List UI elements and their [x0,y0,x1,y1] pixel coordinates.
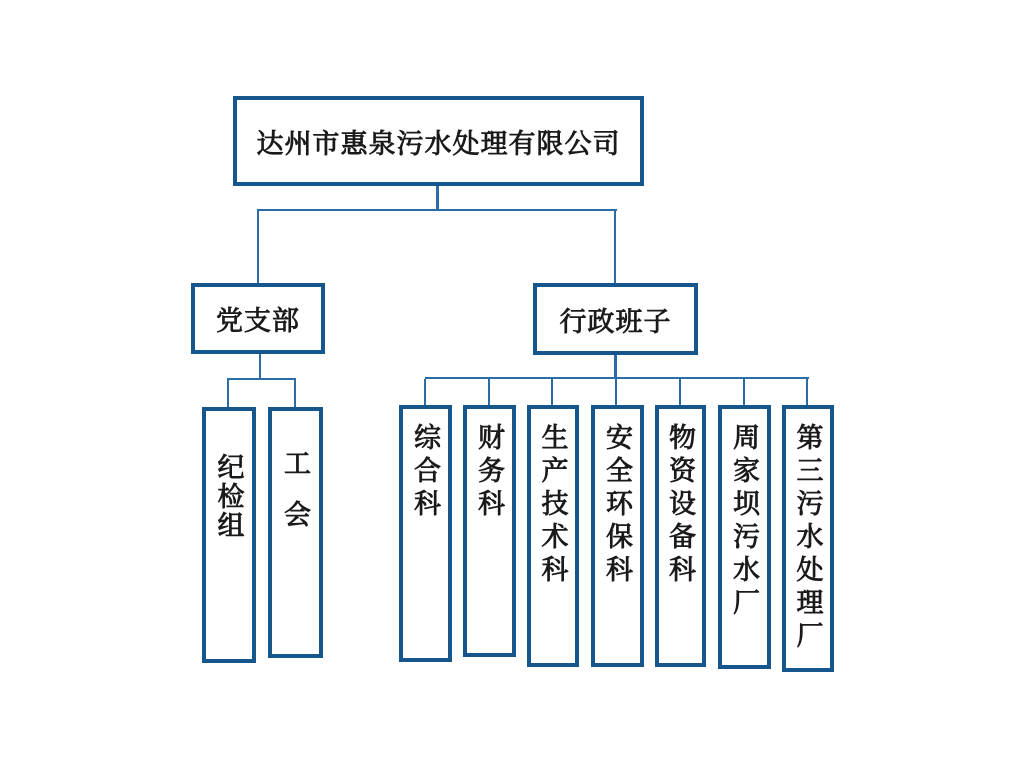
connector-drop-materials [679,379,681,405]
box-company-root [233,96,644,186]
company-root-label: 达州市惠泉污水处理有限公司 [256,128,621,159]
materials-equipment-label: 物资设备科 [665,423,695,588]
admin-team-label: 行政班子 [559,306,672,337]
box-labor-union [268,407,323,658]
connector-drop-safety [615,379,617,405]
box-finance-section [463,405,516,657]
box-third-sewage-treatment-plant [782,405,834,672]
connector-drop-discipline [227,380,229,407]
connector-admin-stem [614,355,617,377]
box-party-branch [191,283,325,354]
discipline-inspection-label: 纪检组 [213,453,244,540]
general-section-label: 综合科 [410,423,440,522]
connector-drop-third-plant [806,379,808,405]
box-discipline-inspection-group [202,407,256,663]
production-tech-label: 生产技术科 [537,423,568,588]
connector-root-stem [436,186,439,210]
finance-section-label: 财务科 [474,423,504,522]
connector-drop-production [551,379,553,405]
safety-env-label: 安全环保科 [602,423,632,588]
box-production-tech-section [527,405,579,667]
party-branch-label: 党支部 [216,306,300,336]
third-plant-label: 第三污水处理厂 [792,423,823,654]
box-materials-equipment-section [655,405,706,667]
connector-drop-party [257,211,259,283]
connector-drop-union [294,380,296,407]
connector-drop-finance [488,379,490,405]
connector-drop-admin [614,211,616,283]
box-safety-env-section [591,405,644,667]
connector-drop-general [424,379,426,405]
box-general-section [399,405,452,662]
box-admin-team [533,283,698,355]
connector-admin-bus [425,377,809,379]
box-zhoujiaba-sewage-plant [718,405,771,669]
connector-party-stem [259,354,261,378]
connector-level1-bus [257,209,617,211]
connector-drop-zhoujiaba [743,379,745,405]
labor-union-label: 工会 [280,449,310,551]
connector-party-bus [227,378,296,380]
zhoujiaba-plant-label: 周家坝污水厂 [729,423,759,621]
